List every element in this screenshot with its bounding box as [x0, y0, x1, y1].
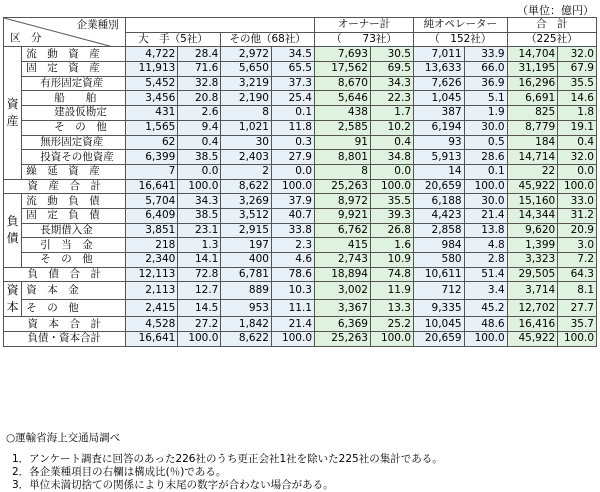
cell-value: 3,367 [315, 299, 371, 317]
cell-value: 0.5 [464, 135, 507, 150]
cell-value: 1,399 [507, 238, 558, 253]
cell-value: 30.0 [464, 194, 507, 209]
cell-value: 8 [221, 106, 272, 121]
cell-value: 37.9 [271, 194, 314, 209]
cell-value: 9,335 [414, 299, 465, 317]
cell-value: 1.9 [464, 106, 507, 121]
cell-value: 25,263 [315, 179, 371, 194]
header-big: 大 手（5社） [125, 32, 221, 47]
cell-value: 22 [507, 164, 558, 179]
cell-value: 12,702 [507, 299, 558, 317]
cell-value: 7.2 [558, 253, 597, 268]
row-label: 資 本 合 計 [4, 317, 126, 332]
cell-value: 889 [221, 282, 272, 300]
cell-value: 36.9 [464, 76, 507, 91]
cell-value: 3,269 [221, 194, 272, 209]
header-operator: 純オペレーター [414, 18, 508, 33]
cell-value: 10.3 [271, 282, 314, 300]
cell-value: 14.6 [558, 91, 597, 106]
cell-value: 6,762 [315, 223, 371, 238]
row-label: 固 定 資 産 [22, 62, 125, 77]
cell-value: 100.0 [178, 179, 221, 194]
row-label: 無形固定資産 [22, 135, 125, 150]
header-row-1 [4, 18, 597, 33]
cell-value: 30.0 [464, 120, 507, 135]
cell-value: 7,626 [414, 76, 465, 91]
cell-value: 15,160 [507, 194, 558, 209]
cell-value: 21.4 [271, 317, 314, 332]
cell-value: 4,423 [414, 208, 465, 223]
cell-value: 100.0 [370, 179, 413, 194]
cell-value: 9,620 [507, 223, 558, 238]
cell-value: 8,622 [221, 332, 272, 347]
cell-value: 2.8 [464, 253, 507, 268]
row-label: そ の 他 [22, 253, 125, 268]
cell-value: 25,263 [315, 332, 371, 347]
cell-value: 6,399 [125, 150, 178, 165]
cell-value: 8.1 [558, 282, 597, 300]
cell-value: 10.9 [370, 253, 413, 268]
cell-value: 197 [221, 238, 272, 253]
cell-value: 29,505 [507, 267, 558, 282]
cell-value: 28.6 [464, 150, 507, 165]
cell-value: 100.0 [558, 332, 597, 347]
cell-value: 6,691 [507, 91, 558, 106]
cell-value: 3.0 [558, 238, 597, 253]
table-row [4, 332, 597, 347]
cell-value: 2,340 [125, 253, 178, 268]
cell-value: 66.0 [464, 62, 507, 77]
cell-value: 3,323 [507, 253, 558, 268]
balance-sheet-table [3, 17, 597, 347]
cell-value: 20.9 [558, 223, 597, 238]
cell-value: 2,915 [221, 223, 272, 238]
cell-value: 4,528 [125, 317, 178, 332]
cell-value: 8,972 [315, 194, 371, 209]
cell-value: 5.1 [464, 91, 507, 106]
cell-value: 13.3 [370, 299, 413, 317]
cell-value: 415 [315, 238, 371, 253]
cell-value: 32.8 [178, 76, 221, 91]
cell-value: 184 [507, 135, 558, 150]
cell-value: 18,894 [315, 267, 371, 282]
cell-value: 33.9 [464, 47, 507, 62]
cell-value: 10,611 [414, 267, 465, 282]
cell-value: 7,693 [315, 47, 371, 62]
cell-value: 67.9 [558, 62, 597, 77]
cell-value: 14,344 [507, 208, 558, 223]
cell-value: 580 [414, 253, 465, 268]
cell-value: 3,512 [221, 208, 272, 223]
note-1: 1．アンケート調査に回答のあった226社のうち更正会社1社を除いた225社の集計である。 [12, 453, 443, 465]
table-row [4, 179, 597, 194]
source-note: ○運輸省海上交通局調べ [6, 432, 121, 444]
cell-value: 1,045 [414, 91, 465, 106]
corner-top-label: 企業種別 [76, 19, 119, 31]
cell-value: 8 [315, 164, 371, 179]
unit-label: （単位：億円） [517, 4, 594, 17]
cell-value: 100.0 [464, 179, 507, 194]
table-row [4, 76, 597, 91]
cell-value: 28.4 [178, 47, 221, 62]
cell-value: 2,743 [315, 253, 371, 268]
cell-value: 12,113 [125, 267, 178, 282]
cell-value: 100.0 [558, 179, 597, 194]
group-label-assets: 資 産 [4, 47, 22, 179]
header-owner-count: （ 73社） [315, 32, 414, 47]
header-other: その他（68社） [221, 32, 315, 47]
header-total: 合 計 [507, 18, 596, 33]
cell-value: 387 [414, 106, 465, 121]
cell-value: 8,670 [315, 76, 371, 91]
cell-value: 20,659 [414, 332, 465, 347]
cell-value: 32.0 [558, 150, 597, 165]
cell-value: 34.3 [178, 194, 221, 209]
cell-value: 3,714 [507, 282, 558, 300]
table-row [4, 253, 597, 268]
cell-value: 1.6 [370, 238, 413, 253]
cell-value: 31.2 [558, 208, 597, 223]
cell-value: 35.5 [370, 194, 413, 209]
cell-value: 5,704 [125, 194, 178, 209]
cell-value: 2,858 [414, 223, 465, 238]
cell-value: 27.7 [558, 299, 597, 317]
cell-value: 2,113 [125, 282, 178, 300]
cell-value: 712 [414, 282, 465, 300]
cell-value: 6,781 [221, 267, 272, 282]
cell-value: 19.1 [558, 120, 597, 135]
cell-value: 2.6 [178, 106, 221, 121]
row-label: 建設仮勘定 [22, 106, 125, 121]
cell-value: 69.5 [370, 62, 413, 77]
row-label: 繰 延 資 産 [22, 164, 125, 179]
row-label: そ の 他 [22, 299, 125, 317]
footnotes [6, 432, 443, 492]
cell-value: 35.7 [558, 317, 597, 332]
cell-value: 27.2 [178, 317, 221, 332]
cell-value: 8,622 [221, 179, 272, 194]
cell-value: 2,190 [221, 91, 272, 106]
cell-value: 17,562 [315, 62, 371, 77]
cell-value: 33.0 [558, 194, 597, 209]
header-operator-count: （ 152社） [414, 32, 508, 47]
cell-value: 33.8 [271, 223, 314, 238]
group-label-liabilities: 負 債 [4, 194, 22, 267]
table-row [4, 62, 597, 77]
cell-value: 0.0 [370, 164, 413, 179]
cell-value: 30.5 [370, 47, 413, 62]
cell-value: 100.0 [271, 179, 314, 194]
cell-value: 13,633 [414, 62, 465, 77]
cell-value: 0.4 [558, 135, 597, 150]
cell-value: 37.3 [271, 76, 314, 91]
cell-value: 953 [221, 299, 272, 317]
cell-value: 0.0 [271, 164, 314, 179]
row-label: 有形固定資産 [22, 76, 125, 91]
cell-value: 0.4 [370, 135, 413, 150]
note-2: 2．各企業種項目の右欄は構成比(％)である。 [12, 466, 227, 478]
cell-value: 5,650 [221, 62, 272, 77]
cell-value: 51.4 [464, 267, 507, 282]
cell-value: 48.6 [464, 317, 507, 332]
cell-value: 21.4 [464, 208, 507, 223]
row-label: そ の 他 [22, 120, 125, 135]
cell-value: 26.8 [370, 223, 413, 238]
cell-value: 1,565 [125, 120, 178, 135]
row-label: 資 本 金 [22, 282, 125, 300]
cell-value: 40.7 [271, 208, 314, 223]
cell-value: 8,801 [315, 150, 371, 165]
cell-value: 825 [507, 106, 558, 121]
row-label: 資 産 合 計 [4, 179, 126, 194]
table-row [4, 317, 597, 332]
cell-value: 38.5 [178, 208, 221, 223]
cell-value: 100.0 [178, 332, 221, 347]
cell-value: 45,922 [507, 179, 558, 194]
cell-value: 39.3 [370, 208, 413, 223]
row-label: 長期借入金 [22, 223, 125, 238]
cell-value: 6,194 [414, 120, 465, 135]
cell-value: 30 [221, 135, 272, 150]
cell-value: 0.4 [178, 135, 221, 150]
cell-value: 31,195 [507, 62, 558, 77]
cell-value: 9.4 [178, 120, 221, 135]
cell-value: 5,452 [125, 76, 178, 91]
cell-value: 25.4 [271, 91, 314, 106]
cell-value: 14.1 [178, 253, 221, 268]
cell-value: 3,851 [125, 223, 178, 238]
cell-value: 2,972 [221, 47, 272, 62]
cell-value: 431 [125, 106, 178, 121]
cell-value: 45.2 [464, 299, 507, 317]
cell-value: 91 [315, 135, 371, 150]
cell-value: 6,188 [414, 194, 465, 209]
cell-value: 14.5 [178, 299, 221, 317]
cell-value: 1.8 [558, 106, 597, 121]
cell-value: 13.8 [464, 223, 507, 238]
cell-value: 1.3 [178, 238, 221, 253]
cell-value: 20.8 [178, 91, 221, 106]
row-label: 流 動 資 産 [22, 47, 125, 62]
cell-value: 74.8 [370, 267, 413, 282]
cell-value: 2,585 [315, 120, 371, 135]
cell-value: 9,921 [315, 208, 371, 223]
corner-header [4, 18, 126, 47]
cell-value: 0.0 [558, 164, 597, 179]
cell-value: 0.0 [178, 164, 221, 179]
cell-value: 20,659 [414, 179, 465, 194]
cell-value: 25.2 [370, 317, 413, 332]
header-total-count: （225社） [507, 32, 596, 47]
cell-value: 5,646 [315, 91, 371, 106]
cell-value: 1,842 [221, 317, 272, 332]
table-row [4, 223, 597, 238]
cell-value: 5,913 [414, 150, 465, 165]
cell-value: 3,456 [125, 91, 178, 106]
cell-value: 16,641 [125, 179, 178, 194]
cell-value: 34.5 [271, 47, 314, 62]
header-owner: オーナー計 [315, 18, 414, 33]
cell-value: 11.8 [271, 120, 314, 135]
cell-value: 1.7 [370, 106, 413, 121]
cell-value: 100.0 [370, 332, 413, 347]
cell-value: 10.2 [370, 120, 413, 135]
cell-value: 62 [125, 135, 178, 150]
row-label: 引 当 金 [22, 238, 125, 253]
cell-value: 27.9 [271, 150, 314, 165]
cell-value: 45,922 [507, 332, 558, 347]
cell-value: 11,913 [125, 62, 178, 77]
cell-value: 72.8 [178, 267, 221, 282]
cell-value: 14 [414, 164, 465, 179]
cell-value: 218 [125, 238, 178, 253]
cell-value: 438 [315, 106, 371, 121]
cell-value: 2.3 [271, 238, 314, 253]
cell-value: 22.3 [370, 91, 413, 106]
cell-value: 32.0 [558, 47, 597, 62]
cell-value: 2,415 [125, 299, 178, 317]
cell-value: 7,011 [414, 47, 465, 62]
cell-value: 16,641 [125, 332, 178, 347]
cell-value: 0.1 [271, 106, 314, 121]
cell-value: 16,296 [507, 76, 558, 91]
table-row [4, 106, 597, 121]
cell-value: 8,779 [507, 120, 558, 135]
cell-value: 64.3 [558, 267, 597, 282]
cell-value: 1,021 [221, 120, 272, 135]
cell-value: 3,219 [221, 76, 272, 91]
cell-value: 23.1 [178, 223, 221, 238]
row-label: 負 債 合 計 [4, 267, 126, 282]
cell-value: 3,002 [315, 282, 371, 300]
table-row [4, 47, 597, 62]
cell-value: 11.1 [271, 299, 314, 317]
cell-value: 14,704 [507, 47, 558, 62]
cell-value: 2 [221, 164, 272, 179]
cell-value: 100.0 [271, 332, 314, 347]
row-label: 負債・資本合計 [4, 332, 126, 347]
cell-value: 4,722 [125, 47, 178, 62]
cell-value: 100.0 [464, 332, 507, 347]
cell-value: 10,045 [414, 317, 465, 332]
table-row [4, 282, 597, 300]
cell-value: 2,403 [221, 150, 272, 165]
cell-value: 6,409 [125, 208, 178, 223]
cell-value: 78.6 [271, 267, 314, 282]
cell-value: 16,416 [507, 317, 558, 332]
table-row [4, 208, 597, 223]
table-row [4, 150, 597, 165]
row-label: 投資その他資産 [22, 150, 125, 165]
cell-value: 34.3 [370, 76, 413, 91]
cell-value: 11.9 [370, 282, 413, 300]
cell-value: 984 [414, 238, 465, 253]
cell-value: 35.5 [558, 76, 597, 91]
cell-value: 7 [125, 164, 178, 179]
cell-value: 3.4 [464, 282, 507, 300]
table-row [4, 267, 597, 282]
cell-value: 0.3 [271, 135, 314, 150]
table-row [4, 135, 597, 150]
cell-value: 4.8 [464, 238, 507, 253]
corner-bottom-label: 区 分 [10, 32, 42, 45]
header-blank [125, 18, 314, 33]
table-row [4, 164, 597, 179]
cell-value: 71.6 [178, 62, 221, 77]
group-label-capital: 資 本 [4, 282, 22, 317]
row-label: 固 定 負 債 [22, 208, 125, 223]
table-row [4, 120, 597, 135]
table-row [4, 91, 597, 106]
cell-value: 93 [414, 135, 465, 150]
cell-value: 400 [221, 253, 272, 268]
table-row [4, 299, 597, 317]
row-label: 流 動 負 債 [22, 194, 125, 209]
table-row [4, 194, 597, 209]
row-label: 船 舶 [22, 91, 125, 106]
cell-value: 38.5 [178, 150, 221, 165]
cell-value: 6,369 [315, 317, 371, 332]
cell-value: 4.6 [271, 253, 314, 268]
table-row [4, 238, 597, 253]
cell-value: 12.7 [178, 282, 221, 300]
cell-value: 34.8 [370, 150, 413, 165]
cell-value: 0.1 [464, 164, 507, 179]
cell-value: 65.5 [271, 62, 314, 77]
note-3: 3．単位未満切捨ての関係により末尾の数字が合わない場合がある。 [12, 479, 334, 491]
cell-value: 14,714 [507, 150, 558, 165]
